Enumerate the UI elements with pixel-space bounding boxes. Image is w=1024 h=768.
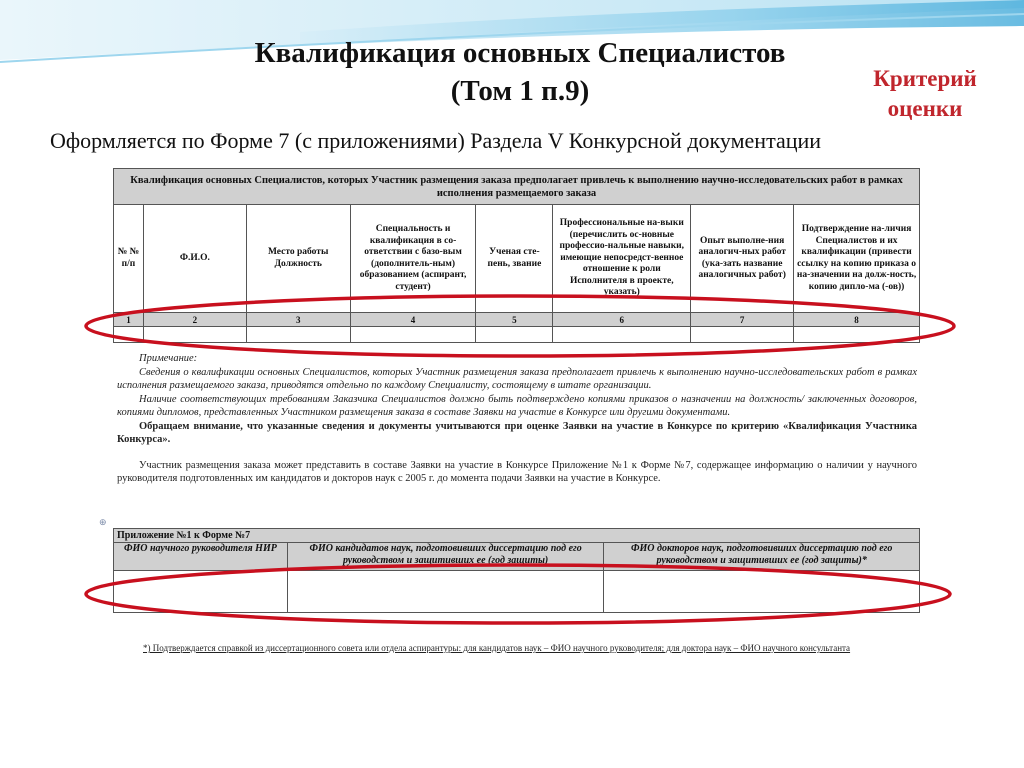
column-header: ФИО кандидатов наук, подготовивших диссертацию под его руководством и защитивших ее (год защиты): [287, 543, 604, 571]
notes-block: [117, 352, 917, 486]
appendix-table-caption: Приложение №1 к Форме №7: [114, 529, 920, 543]
appendix-table: [113, 528, 920, 613]
subtitle: Оформляется по Форме 7 (с приложениями) Раздела V Конкурсной документации: [50, 128, 822, 153]
note-paragraph: Сведения о квалификации основных Специалистов, которых Участник размещения заказа предполагает привлечь к выполнению научно-исследовательских работ в рамках исполнения размещаемого заказа, приводятся отдельно по каждому Специалисту, состоящему в штате организации.: [117, 366, 917, 391]
column-number: 3: [246, 313, 350, 327]
specialists-table: [113, 168, 920, 343]
column-header: № № п/п: [114, 205, 144, 313]
column-header: ФИО научного руководителя НИР: [114, 543, 288, 571]
page-title: [150, 34, 890, 110]
column-header: Ф.И.О.: [143, 205, 246, 313]
column-header: ФИО докторов наук, подготовивших диссертацию под его руководством и защитивших ее (год защиты)*: [604, 543, 920, 571]
specialists-table-caption: Квалификация основных Специалистов, которых Участник размещения заказа предполагает привлечь к выполнению научно-исследовательских работ в рамках исполнения размещаемого заказа: [114, 169, 920, 205]
title-line-2: (Том 1 п.9): [450, 75, 590, 107]
notes-label: Примечание:: [139, 353, 198, 364]
column-number: 2: [143, 313, 246, 327]
note-paragraph: Наличие соответствующих требованиям Заказчика Специалистов должно быть подтверждено копиями приказов о назначении на должность/ заключенных договоров, копиями дипломов, представленных Участником размещения заказа в составе Заявки на участие в Конкурсе или другими документами.: [117, 393, 917, 418]
column-number: 1: [114, 313, 144, 327]
note-paragraph: Участник размещения заказа может представить в составе Заявки на участие в Конкурсе Приложение №1 к Форме №7, содержащее информацию о наличии у научного руководителя подготовленных им кандидатов и докторов наук с 2005 г. до момента подачи Заявки на участие в Конкурсе.: [117, 459, 917, 484]
document-scan: [99, 160, 935, 675]
column-number: 7: [691, 313, 794, 327]
column-header: Профессиональные на-выки (перечислить ос-новные профессио-нальные навыки, имеющие непосредст-венное отношение к роли Исполнителя в проекте, указать): [553, 205, 691, 313]
empty-row: [114, 571, 920, 613]
note-paragraph-bold: Обращаем внимание, что указанные сведения и документы учитываются при оценке Заявки на участие в Конкурсе по критерию «Квалификация Участника Конкурса».: [117, 420, 917, 445]
column-number: 8: [794, 313, 920, 327]
column-header: Ученая сте-пень, звание: [476, 205, 553, 313]
column-header: Специальность и квалификация в со-ответствии с базо-вым (дополнитель-ным) образованием (аспирант, студент): [350, 205, 476, 313]
criterion-line-1: Критерий: [873, 66, 977, 91]
column-header: Место работы Должность: [246, 205, 350, 313]
criterion-label: [840, 64, 1010, 124]
criterion-line-2: оценки: [887, 96, 963, 121]
column-header: Подтверждение на-личия Специалистов и их квалификации (привести ссылку на копию приказа о на-значении на долж-ность, копию дипло-ма (-ов)): [794, 205, 920, 313]
column-number: 6: [553, 313, 691, 327]
column-header: Опыт выполне-ния аналогич-ных работ (ука-зать название аналогичных работ): [691, 205, 794, 313]
title-line-1: Квалификация основных Специалистов: [254, 37, 786, 69]
empty-row: [114, 327, 920, 343]
column-number: 5: [476, 313, 553, 327]
table-move-handle-icon[interactable]: ⊕: [99, 517, 107, 527]
footnote: *) Подтверждается справкой из диссертационного совета или отдела аспирантуры: для кандидатов наук – ФИО научного руководителя; для доктора наук – ФИО научного консультанта: [143, 643, 851, 653]
column-number: 4: [350, 313, 476, 327]
